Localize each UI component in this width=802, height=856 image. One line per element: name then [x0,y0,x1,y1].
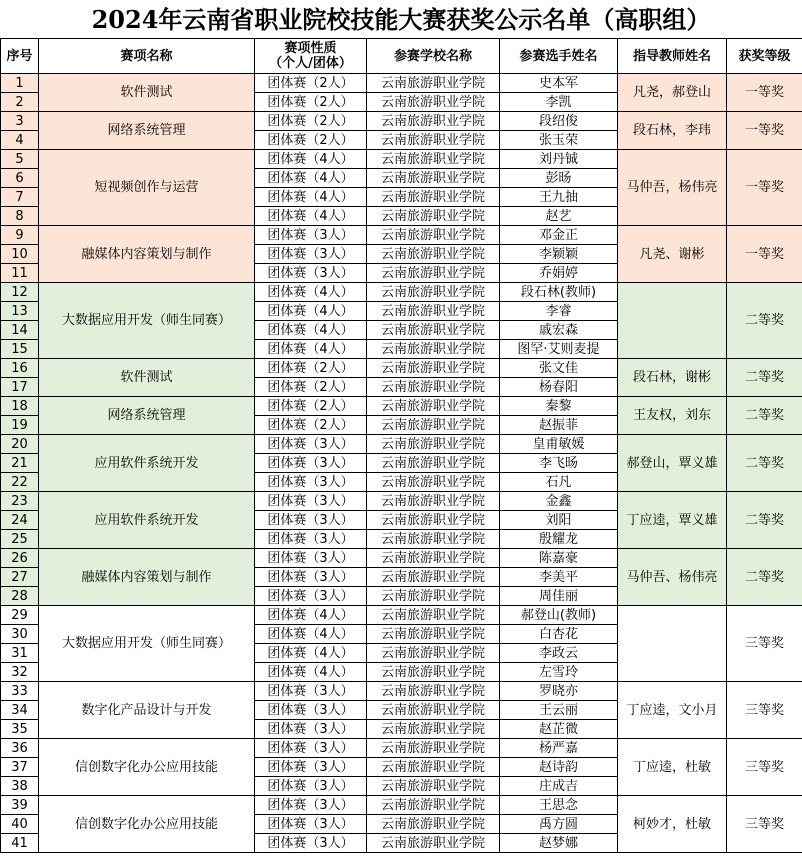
table-row [1,397,802,416]
player-name: 郝登山(教师) [500,606,618,625]
player-name: 段绍俊 [500,112,618,131]
player-name: 张玉荣 [500,131,618,150]
table-row [1,739,802,758]
row-number: 8 [1,207,39,226]
player-name: 罗晓亦 [500,682,618,701]
row-number: 18 [1,397,39,416]
award-level: 三等奖 [727,606,802,682]
event-type: 团体赛（3人） [255,511,367,530]
row-number: 31 [1,644,39,663]
school-name: 云南旅游职业学院 [367,93,500,112]
award-level: 三等奖 [727,796,802,853]
school-name: 云南旅游职业学院 [367,701,500,720]
teacher-names: 马仲吾，杨伟亮 [618,150,727,226]
school-name: 云南旅游职业学院 [367,720,500,739]
table-row [1,359,802,378]
player-name: 周佳丽 [500,587,618,606]
event-type: 团体赛（3人） [255,777,367,796]
teacher-names: 段石林，李玮 [618,112,727,150]
player-name: 赵梦娜 [500,834,618,853]
event-type: 团体赛（3人） [255,568,367,587]
player-name: 赵艺 [500,207,618,226]
school-name: 云南旅游职业学院 [367,473,500,492]
school-name: 云南旅游职业学院 [367,511,500,530]
row-number: 20 [1,435,39,454]
row-number: 35 [1,720,39,739]
school-name: 云南旅游职业学院 [367,150,500,169]
row-number: 12 [1,283,39,302]
school-name: 云南旅游职业学院 [367,682,500,701]
event-type: 团体赛（3人） [255,264,367,283]
row-number: 5 [1,150,39,169]
header-no: 序号 [1,39,39,74]
event-type: 团体赛（3人） [255,834,367,853]
teacher-names [618,283,727,359]
player-name: 彭旸 [500,169,618,188]
player-name: 石凡 [500,473,618,492]
school-name: 云南旅游职业学院 [367,112,500,131]
row-number: 28 [1,587,39,606]
row-number: 10 [1,245,39,264]
player-name: 赵诗韵 [500,758,618,777]
event-type: 团体赛（3人） [255,701,367,720]
table-row [1,549,802,568]
table-row [1,150,802,169]
event-type: 团体赛（2人） [255,112,367,131]
event-name: 应用软件系统开发 [39,435,255,492]
player-name: 禹方圆 [500,815,618,834]
event-name: 软件测试 [39,74,255,112]
row-number: 1 [1,74,39,93]
row-number: 29 [1,606,39,625]
event-type: 团体赛（3人） [255,796,367,815]
player-name: 赵芷微 [500,720,618,739]
event-type: 团体赛（2人） [255,359,367,378]
event-type: 团体赛（4人） [255,321,367,340]
school-name: 云南旅游职业学院 [367,245,500,264]
row-number: 26 [1,549,39,568]
school-name: 云南旅游职业学院 [367,283,500,302]
school-name: 云南旅游职业学院 [367,74,500,93]
teacher-names: 凡尧、谢彬 [618,226,727,283]
event-type: 团体赛（3人） [255,739,367,758]
event-type: 团体赛（2人） [255,397,367,416]
event-type: 团体赛（4人） [255,188,367,207]
event-name: 信创数字化办公应用技能 [39,796,255,853]
event-name: 网络系统管理 [39,112,255,150]
table-row [1,283,802,302]
school-name: 云南旅游职业学院 [367,834,500,853]
award-level: 二等奖 [727,359,802,397]
player-name: 刘阳 [500,511,618,530]
player-name: 李颖颖 [500,245,618,264]
row-number: 39 [1,796,39,815]
player-name: 白杏花 [500,625,618,644]
event-type: 团体赛（3人） [255,245,367,264]
player-name: 刘丹铖 [500,150,618,169]
row-number: 32 [1,663,39,682]
event-type: 团体赛（3人） [255,720,367,739]
event-type: 团体赛（4人） [255,644,367,663]
header-row [1,39,802,74]
header-school: 参赛学校名称 [367,39,500,74]
table-row [1,74,802,93]
page-title: 2024年云南省职业院校技能大赛获奖公示名单（高职组） [91,5,711,34]
row-number: 4 [1,131,39,150]
event-type: 团体赛（4人） [255,283,367,302]
teacher-names [618,606,727,682]
award-level: 二等奖 [727,492,802,549]
school-name: 云南旅游职业学院 [367,131,500,150]
table-row [1,606,802,625]
row-number: 40 [1,815,39,834]
row-number: 25 [1,530,39,549]
school-name: 云南旅游职业学院 [367,815,500,834]
player-name: 段石林(教师) [500,283,618,302]
row-number: 21 [1,454,39,473]
player-name: 王思念 [500,796,618,815]
row-number: 14 [1,321,39,340]
player-name: 李飞旸 [500,454,618,473]
event-type: 团体赛（2人） [255,74,367,93]
event-type: 团体赛（3人） [255,682,367,701]
event-name: 大数据应用开发（师生同赛） [39,606,255,682]
award-level: 一等奖 [727,74,802,112]
award-level: 三等奖 [727,739,802,796]
player-name: 杨春阳 [500,378,618,397]
event-type: 团体赛（3人） [255,530,367,549]
row-number: 33 [1,682,39,701]
award-table [0,38,802,853]
header-type-line1: 赛项性质 [284,41,337,56]
award-level: 一等奖 [727,112,802,150]
row-number: 37 [1,758,39,777]
teacher-names: 丁应逵，文小月 [618,682,727,739]
event-type: 团体赛（2人） [255,131,367,150]
school-name: 云南旅游职业学院 [367,378,500,397]
table-body [1,74,802,853]
event-name: 数字化产品设计与开发 [39,682,255,739]
row-number: 38 [1,777,39,796]
event-type: 团体赛（4人） [255,663,367,682]
school-name: 云南旅游职业学院 [367,796,500,815]
event-type: 团体赛（4人） [255,340,367,359]
player-name: 王九抽 [500,188,618,207]
player-name: 邓金正 [500,226,618,245]
event-type: 团体赛（2人） [255,416,367,435]
school-name: 云南旅游职业学院 [367,359,500,378]
row-number: 13 [1,302,39,321]
row-number: 11 [1,264,39,283]
award-level: 二等奖 [727,549,802,606]
school-name: 云南旅游职业学院 [367,739,500,758]
event-type: 团体赛（4人） [255,625,367,644]
school-name: 云南旅游职业学院 [367,264,500,283]
player-name: 陈嘉豪 [500,549,618,568]
row-number: 15 [1,340,39,359]
event-type: 团体赛（4人） [255,169,367,188]
school-name: 云南旅游职业学院 [367,625,500,644]
school-name: 云南旅游职业学院 [367,777,500,796]
event-type: 团体赛（3人） [255,758,367,777]
event-type: 团体赛（3人） [255,454,367,473]
header-award: 获奖等级 [727,39,802,74]
event-name: 大数据应用开发（师生同赛） [39,283,255,359]
header-teacher: 指导教师姓名 [618,39,727,74]
award-level: 一等奖 [727,226,802,283]
table-row [1,682,802,701]
teacher-names: 丁应逵，覃义雄 [618,492,727,549]
player-name: 庄成吉 [500,777,618,796]
school-name: 云南旅游职业学院 [367,644,500,663]
header-type [255,39,367,74]
player-name: 乔娟婷 [500,264,618,283]
event-type: 团体赛（4人） [255,150,367,169]
row-number: 19 [1,416,39,435]
header-player: 参赛选手姓名 [500,39,618,74]
player-name: 李睿 [500,302,618,321]
event-type: 团体赛（3人） [255,435,367,454]
player-name: 殷耀龙 [500,530,618,549]
player-name: 赵振菲 [500,416,618,435]
school-name: 云南旅游职业学院 [367,169,500,188]
table-row [1,796,802,815]
player-name: 金鑫 [500,492,618,511]
school-name: 云南旅游职业学院 [367,340,500,359]
teacher-names: 凡尧，郝登山 [618,74,727,112]
event-name: 应用软件系统开发 [39,492,255,549]
school-name: 云南旅游职业学院 [367,302,500,321]
player-name: 杨严嘉 [500,739,618,758]
row-number: 36 [1,739,39,758]
player-name: 王云丽 [500,701,618,720]
row-number: 3 [1,112,39,131]
event-type: 团体赛（4人） [255,207,367,226]
teacher-names: 郝登山，覃义雄 [618,435,727,492]
player-name: 戚宏森 [500,321,618,340]
player-name: 张文佳 [500,359,618,378]
event-type: 团体赛（4人） [255,606,367,625]
event-name: 软件测试 [39,359,255,397]
teacher-names: 柯妙才，杜敏 [618,796,727,853]
award-level: 二等奖 [727,397,802,435]
teacher-names: 马仲吾、杨伟亮 [618,549,727,606]
school-name: 云南旅游职业学院 [367,587,500,606]
table-row [1,112,802,131]
school-name: 云南旅游职业学院 [367,416,500,435]
school-name: 云南旅游职业学院 [367,568,500,587]
award-level: 二等奖 [727,435,802,492]
school-name: 云南旅游职业学院 [367,758,500,777]
award-level: 三等奖 [727,682,802,739]
event-type: 团体赛（3人） [255,815,367,834]
table-row [1,226,802,245]
award-level: 一等奖 [727,150,802,226]
event-type: 团体赛（3人） [255,492,367,511]
row-number: 23 [1,492,39,511]
event-name: 信创数字化办公应用技能 [39,739,255,796]
row-number: 17 [1,378,39,397]
player-name: 秦黎 [500,397,618,416]
player-name: 史本军 [500,74,618,93]
event-name: 网络系统管理 [39,397,255,435]
player-name: 李美平 [500,568,618,587]
teacher-names: 丁应逵，杜敏 [618,739,727,796]
event-name: 短视频创作与运营 [39,150,255,226]
header-type-line2: （个人/团体） [269,56,352,71]
row-number: 30 [1,625,39,644]
event-type: 团体赛（3人） [255,473,367,492]
row-number: 7 [1,188,39,207]
school-name: 云南旅游职业学院 [367,454,500,473]
school-name: 云南旅游职业学院 [367,663,500,682]
player-name: 皇甫敏媛 [500,435,618,454]
school-name: 云南旅游职业学院 [367,492,500,511]
table-row [1,435,802,454]
teacher-names: 王友权，刘东 [618,397,727,435]
row-number: 9 [1,226,39,245]
school-name: 云南旅游职业学院 [367,530,500,549]
event-type: 团体赛（2人） [255,378,367,397]
award-level: 二等奖 [727,283,802,359]
school-name: 云南旅游职业学院 [367,549,500,568]
school-name: 云南旅游职业学院 [367,397,500,416]
school-name: 云南旅游职业学院 [367,321,500,340]
row-number: 34 [1,701,39,720]
row-number: 16 [1,359,39,378]
school-name: 云南旅游职业学院 [367,606,500,625]
event-type: 团体赛（3人） [255,587,367,606]
event-name: 融媒体内容策划与制作 [39,226,255,283]
event-type: 团体赛（4人） [255,302,367,321]
row-number: 27 [1,568,39,587]
school-name: 云南旅游职业学院 [367,207,500,226]
player-name: 李凯 [500,93,618,112]
school-name: 云南旅游职业学院 [367,188,500,207]
event-type: 团体赛（3人） [255,226,367,245]
row-number: 6 [1,169,39,188]
row-number: 24 [1,511,39,530]
event-name: 融媒体内容策划与制作 [39,549,255,606]
event-type: 团体赛（2人） [255,93,367,112]
school-name: 云南旅游职业学院 [367,435,500,454]
teacher-names: 段石林，谢彬 [618,359,727,397]
player-name: 左雪玲 [500,663,618,682]
player-name: 图罕·艾则麦提 [500,340,618,359]
header-event: 赛项名称 [39,39,255,74]
table-row [1,492,802,511]
player-name: 李政云 [500,644,618,663]
row-number: 2 [1,93,39,112]
row-number: 41 [1,834,39,853]
row-number: 22 [1,473,39,492]
school-name: 云南旅游职业学院 [367,226,500,245]
event-type: 团体赛（3人） [255,549,367,568]
